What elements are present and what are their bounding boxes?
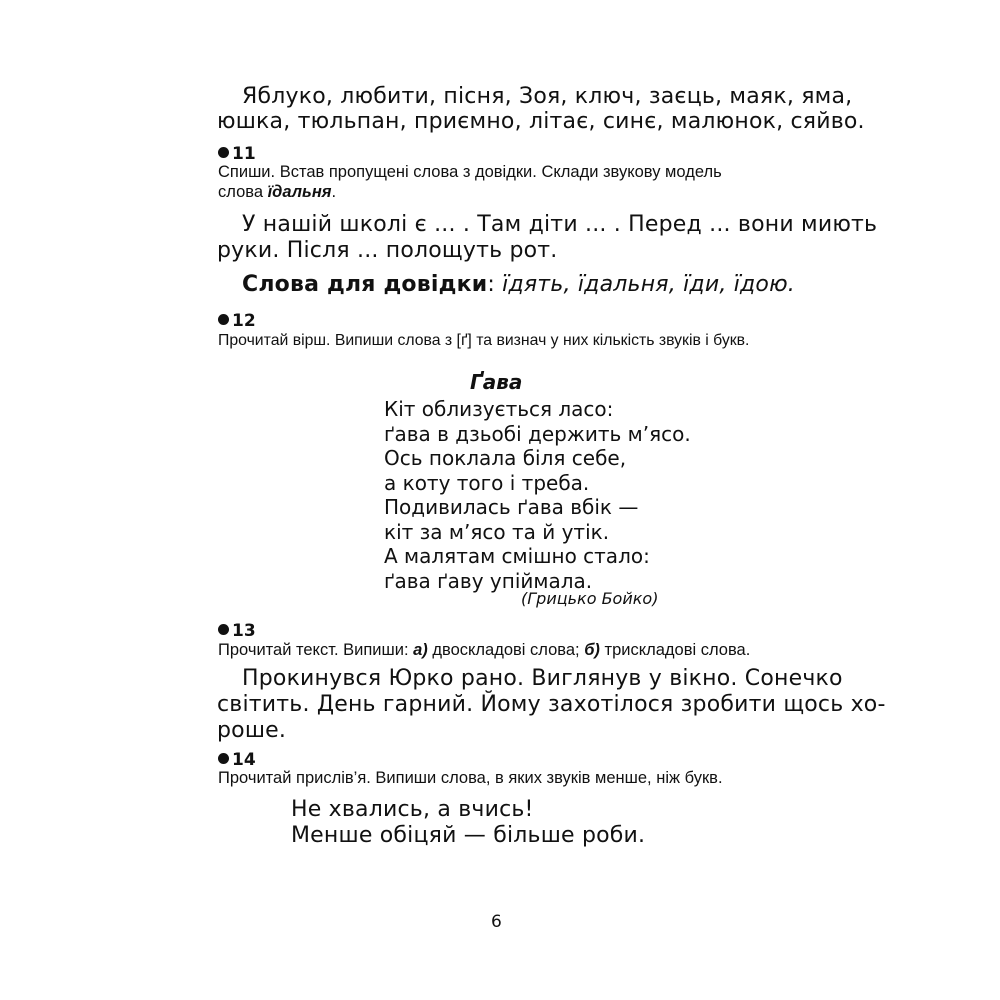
highlighted-word: їдальня xyxy=(267,183,332,201)
task-13-text-line-1: Прокинувся Юрко рано. Виглянув у вікно. Сонечко xyxy=(242,666,843,691)
help-label: Слова для довідки xyxy=(242,272,488,297)
proverb-line: Не хвались, а вчись! xyxy=(291,797,534,822)
poem-line: Подивилась ґава вбік — xyxy=(384,495,639,519)
bullet-icon xyxy=(218,314,229,325)
proverb-line: Менше обіцяй — більше роби. xyxy=(291,823,646,848)
poem-body xyxy=(384,397,691,593)
poem-line: Ось поклала біля себе, xyxy=(384,446,627,470)
task-number-12: 12 xyxy=(218,311,256,331)
task-11-instruction-line-2: слова їдальня. xyxy=(218,183,337,201)
poem-line: ґава в дзьобі держить м’ясо. xyxy=(384,421,691,446)
poem-line: ґава ґаву упіймала. xyxy=(384,568,593,593)
marker-a: а) xyxy=(413,641,428,659)
page-number: 6 xyxy=(491,912,502,932)
poem-author: (Грицько Бойко) xyxy=(521,589,659,608)
task-11-text-line-2: руки. Після ... полощуть рот. xyxy=(217,238,558,263)
poem-title: Ґава xyxy=(470,370,523,394)
marker-b: б) xyxy=(584,641,600,659)
task-number-14: 14 xyxy=(218,750,256,770)
word-list-line-2: юшка, тюльпан, приємно, літає, синє, малюнок, сяйво. xyxy=(217,109,865,134)
poem-line: кіт за м’ясо та й утік. xyxy=(384,519,610,544)
poem-line: А малятам смішно стало: xyxy=(384,544,650,568)
task-12-instruction: Прочитай вірш. Випиши слова з [ґ] та визнач у них кількість звуків і букв. xyxy=(218,332,750,349)
poem-line: Кіт облизується ласо: xyxy=(384,397,614,421)
task-14-instruction: Прочитай прислів’я. Випиши слова, в яких звуків менше, ніж букв. xyxy=(218,769,723,787)
word-list-line-1: Яблуко, любити, пісня, Зоя, ключ, заєць, маяк, яма, xyxy=(242,84,853,109)
bullet-icon xyxy=(218,753,229,764)
task-13-text-line-2: світить. День гарний. Йому захотілося зробити щось хо- xyxy=(217,692,886,717)
task-number-11: 11 xyxy=(218,144,256,164)
task-13-instruction: Прочитай текст. Випиши: а) двоскладові слова; б) трискладові слова. xyxy=(218,641,751,659)
poem-line: а коту того і треба. xyxy=(384,470,590,495)
bullet-icon xyxy=(218,624,229,635)
bullet-icon xyxy=(218,147,229,158)
task-13-text-line-3: роше. xyxy=(217,718,287,743)
help-words-line: Слова для довідки: їдять, їдальня, їди, їдою. xyxy=(242,272,796,297)
task-11-text-line-1: У нашій школі є ... . Там діти ... . Перед ... вони миють xyxy=(242,212,878,237)
task-number-13: 13 xyxy=(218,621,256,641)
task-11-instruction-line-1: Спиши. Встав пропущені слова з довідки. Склади звукову модель xyxy=(218,163,722,181)
help-words: їдять, їдальня, їди, їдою. xyxy=(502,272,796,297)
